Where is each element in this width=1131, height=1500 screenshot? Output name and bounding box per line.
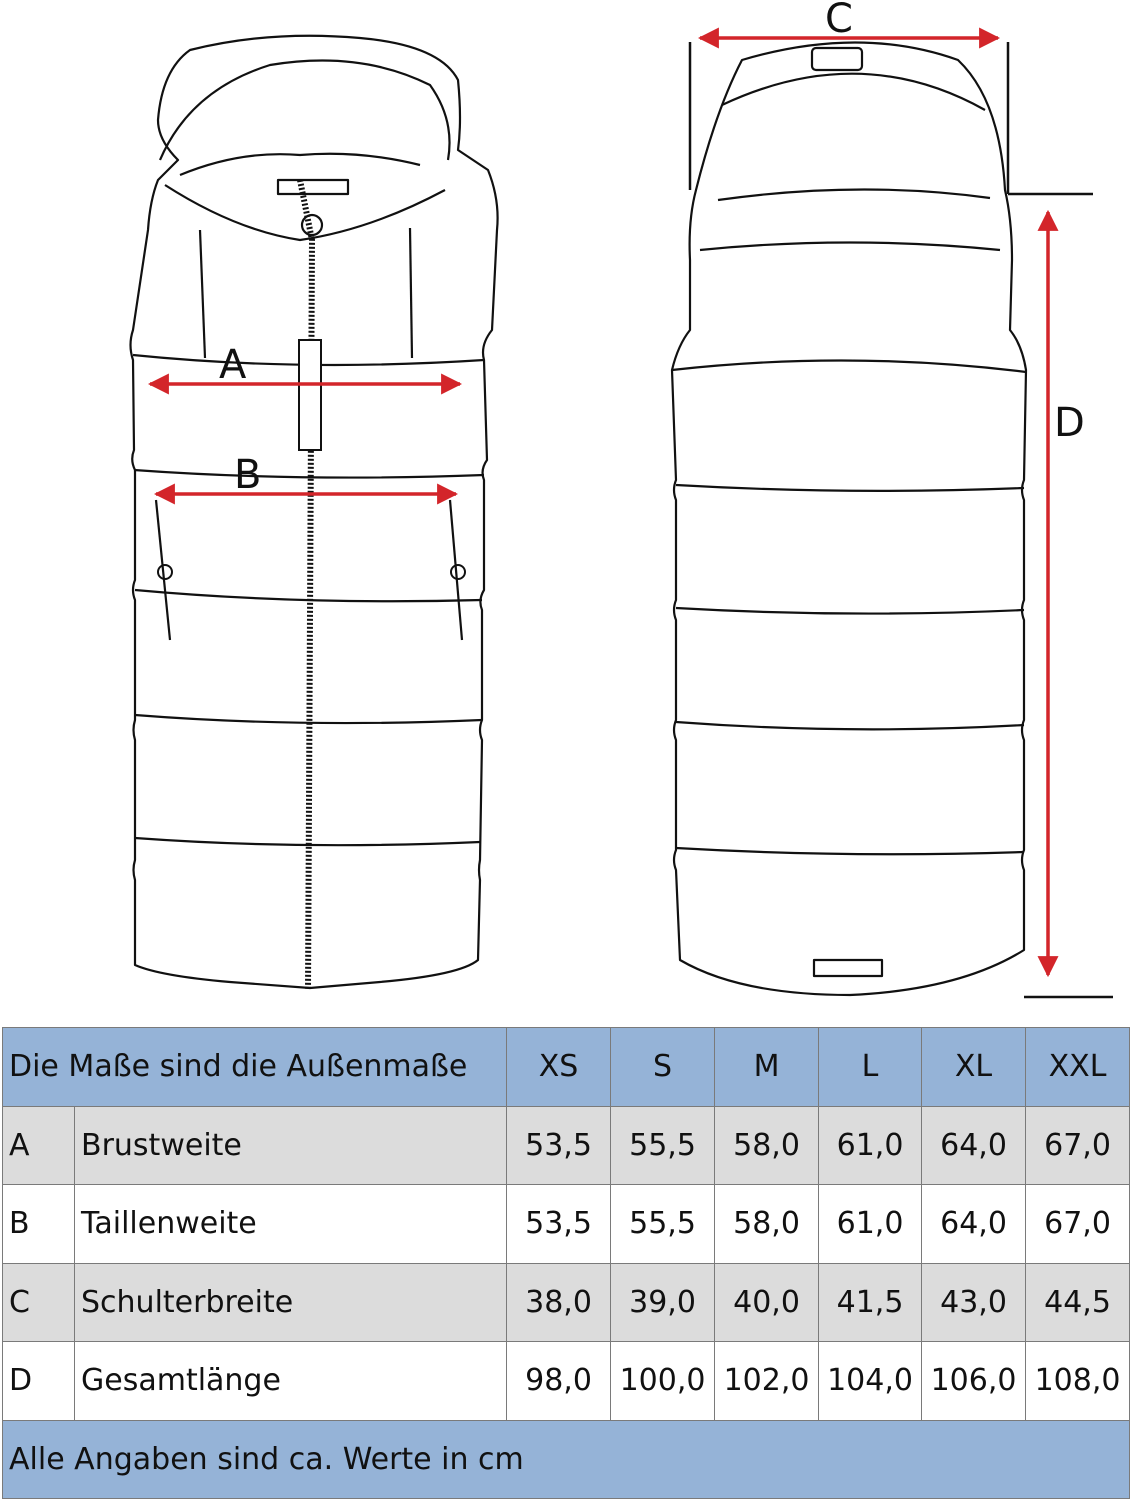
- table-cell: 64,0: [922, 1106, 1026, 1185]
- row-code: B: [3, 1185, 75, 1264]
- row-label: Brustweite: [75, 1106, 507, 1185]
- row-label: Gesamtlänge: [75, 1342, 507, 1421]
- table-cell: 43,0: [922, 1263, 1026, 1342]
- row-label: Schulterbreite: [75, 1263, 507, 1342]
- table-cell: 53,5: [507, 1106, 611, 1185]
- table-row: [3, 1263, 1130, 1342]
- dimension-arrows: [150, 38, 1048, 975]
- table-header-row: [3, 1028, 1130, 1107]
- table-cell: 100,0: [611, 1342, 715, 1421]
- dimension-label-d: D: [1054, 400, 1085, 446]
- vest-back-drawing: [672, 43, 1026, 996]
- row-code: C: [3, 1263, 75, 1342]
- table-cell: 102,0: [715, 1342, 819, 1421]
- table-cell: 58,0: [715, 1106, 819, 1185]
- table-cell: 55,5: [611, 1106, 715, 1185]
- size-header: XL: [922, 1028, 1026, 1107]
- table-cell: 67,0: [1026, 1106, 1130, 1185]
- row-code: A: [3, 1106, 75, 1185]
- table-row: [3, 1106, 1130, 1185]
- row-code: D: [3, 1342, 75, 1421]
- table-footer-row: [3, 1420, 1130, 1499]
- table-cell: 67,0: [1026, 1185, 1130, 1264]
- table-cell: 39,0: [611, 1263, 715, 1342]
- table-row: [3, 1342, 1130, 1421]
- table-cell: 53,5: [507, 1185, 611, 1264]
- size-header: S: [611, 1028, 715, 1107]
- table-row: [3, 1185, 1130, 1264]
- dimension-label-b: B: [234, 452, 262, 498]
- header-caption: Die Maße sind die Außenmaße: [3, 1028, 507, 1107]
- table-cell: 104,0: [819, 1342, 922, 1421]
- table-cell: 38,0: [507, 1263, 611, 1342]
- table-cell: 108,0: [1026, 1342, 1130, 1421]
- table-cell: 55,5: [611, 1185, 715, 1264]
- table-cell: 44,5: [1026, 1263, 1130, 1342]
- front-zipper: [158, 180, 465, 990]
- dimension-label-a: A: [219, 342, 247, 388]
- vest-front-drawing: [131, 36, 498, 988]
- row-label: Taillenweite: [75, 1185, 507, 1264]
- size-table: [2, 1027, 1130, 1499]
- size-header: M: [715, 1028, 819, 1107]
- table-cell: 98,0: [507, 1342, 611, 1421]
- dimension-label-c: C: [825, 0, 853, 42]
- table-cell: 41,5: [819, 1263, 922, 1342]
- table-cell: 106,0: [922, 1342, 1026, 1421]
- table-cell: 61,0: [819, 1106, 922, 1185]
- size-header: L: [819, 1028, 922, 1107]
- table-cell: 61,0: [819, 1185, 922, 1264]
- size-header: XXL: [1026, 1028, 1130, 1107]
- size-header: XS: [507, 1028, 611, 1107]
- table-cell: 40,0: [715, 1263, 819, 1342]
- footer-note: Alle Angaben sind ca. Werte in cm: [3, 1420, 1130, 1499]
- table-cell: 64,0: [922, 1185, 1026, 1264]
- table-cell: 58,0: [715, 1185, 819, 1264]
